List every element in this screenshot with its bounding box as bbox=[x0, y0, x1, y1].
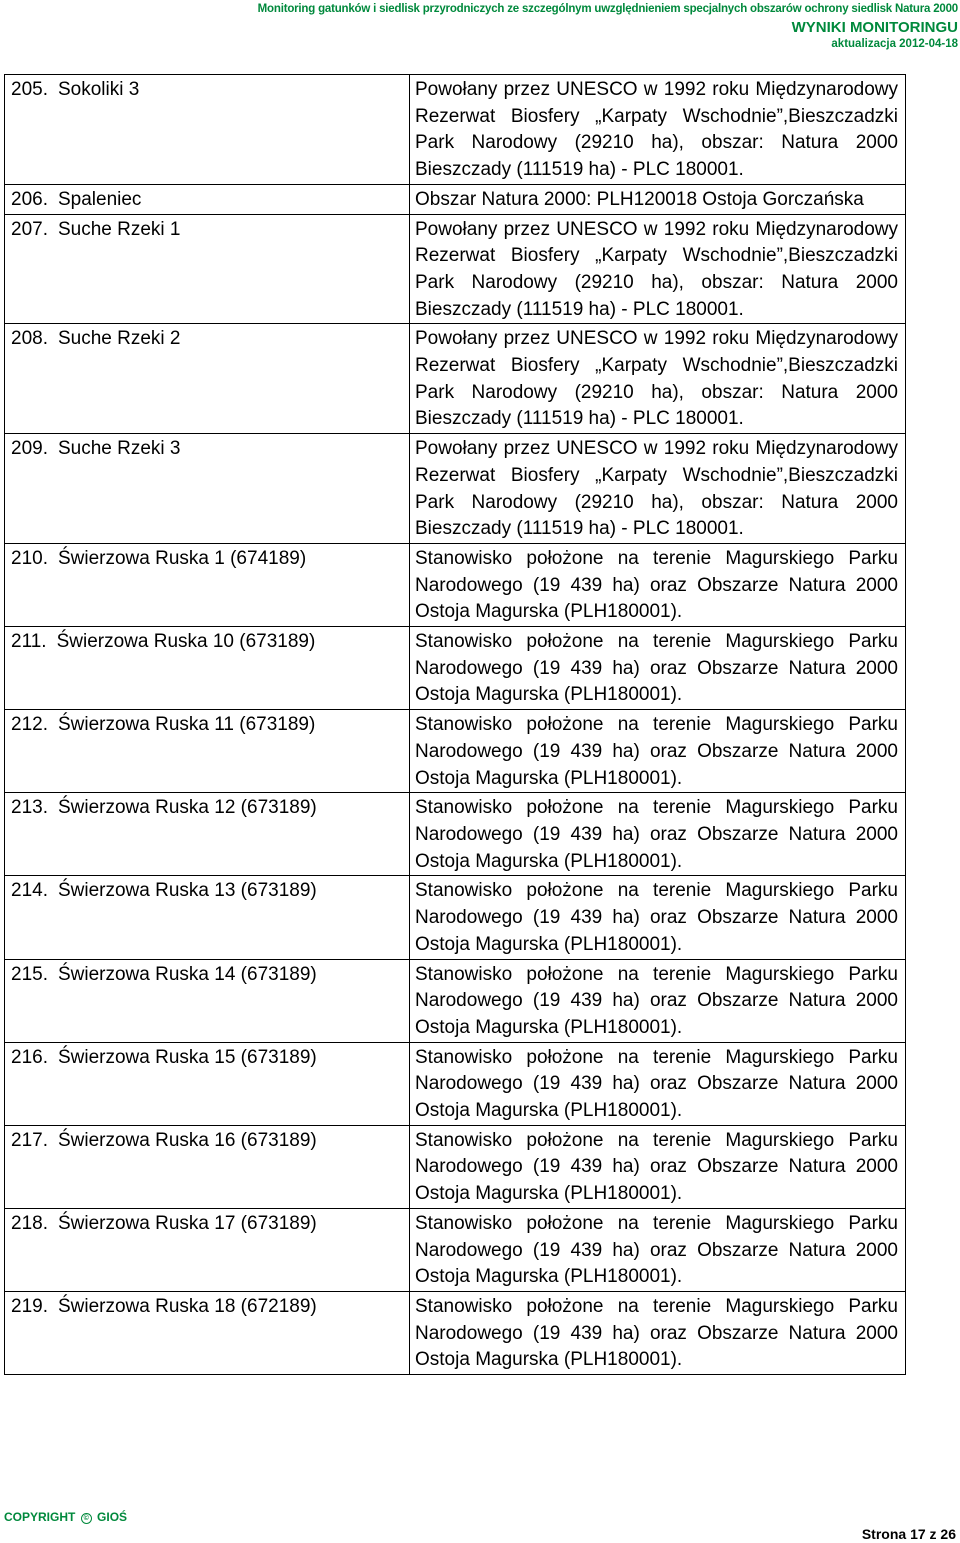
site-description: Stanowisko położone na terenie Magurskiego Parku Narodowego (19 439 ha) oraz Obszarze Natura 2000 Ostoja Magurska (PLH180001). bbox=[410, 1042, 906, 1125]
site-description: Stanowisko położone na terenie Magurskiego Parku Narodowego (19 439 ha) oraz Obszarze Natura 2000 Ostoja Magurska (PLH180001). bbox=[410, 710, 906, 793]
site-name: Sokoliki 3 bbox=[57, 79, 140, 100]
site-name: Suche Rzeki 1 bbox=[57, 218, 181, 240]
site-name-cell bbox=[5, 214, 410, 324]
site-number: 211. bbox=[11, 631, 47, 653]
table-row bbox=[5, 543, 906, 626]
site-number: 213. bbox=[11, 797, 48, 819]
site-name-cell bbox=[5, 543, 410, 626]
site-number: 210. bbox=[11, 547, 48, 569]
site-name-cell bbox=[5, 793, 410, 876]
site-description: Stanowisko położone na terenie Magurskiego Parku Narodowego (19 439 ha) oraz Obszarze Natura 2000 Ostoja Magurska (PLH180001). bbox=[410, 543, 906, 626]
site-name-cell bbox=[5, 1125, 410, 1208]
site-name: Świerzowa Ruska 16 (673189) bbox=[57, 1129, 317, 1151]
site-number: 219. bbox=[11, 1295, 48, 1317]
site-number: 216. bbox=[11, 1046, 48, 1068]
site-name-cell bbox=[5, 434, 410, 544]
header-subtitle: Monitoring gatunków i siedlisk przyrodniczych ze szczególnym uwzględnieniem specjalnych obszarów ochrony siedlisk Natura 2000 bbox=[257, 3, 958, 15]
site-name-cell bbox=[5, 75, 410, 185]
site-description: Obszar Natura 2000: PLH120018 Ostoja Gorczańska bbox=[410, 184, 906, 214]
site-number: 207. bbox=[11, 218, 48, 240]
site-name: Świerzowa Ruska 1 (674189) bbox=[57, 547, 307, 569]
site-name: Suche Rzeki 2 bbox=[57, 328, 181, 350]
site-name-cell bbox=[5, 184, 410, 214]
site-name-cell bbox=[5, 627, 410, 710]
table-row bbox=[5, 324, 906, 434]
table-row bbox=[5, 876, 906, 959]
site-description: Stanowisko położone na terenie Magurskiego Parku Narodowego (19 439 ha) oraz Obszarze Natura 2000 Ostoja Magurska (PLH180001). bbox=[410, 1291, 906, 1374]
table-row bbox=[5, 793, 906, 876]
copyright-notice bbox=[4, 1510, 127, 1524]
site-description: Stanowisko położone na terenie Magurskiego Parku Narodowego (19 439 ha) oraz Obszarze Natura 2000 Ostoja Magurska (PLH180001). bbox=[410, 1208, 906, 1291]
copyright-owner: GIOŚ bbox=[97, 1510, 128, 1524]
site-name: Świerzowa Ruska 17 (673189) bbox=[57, 1212, 317, 1234]
table-row bbox=[5, 627, 906, 710]
site-description: Stanowisko położone na terenie Magurskiego Parku Narodowego (19 439 ha) oraz Obszarze Natura 2000 Ostoja Magurska (PLH180001). bbox=[410, 1125, 906, 1208]
sites-table bbox=[4, 74, 906, 1375]
site-number: 217. bbox=[11, 1129, 48, 1151]
site-description: Powołany przez UNESCO w 1992 roku Międzynarodowy Rezerwat Biosfery „Karpaty Wschodnie”,Bieszczadzki Park Narodowy (29210 ha), obszar: Natura 2000 Bieszczady (111519 ha) - PLC 180001. bbox=[410, 214, 906, 324]
site-name-cell bbox=[5, 710, 410, 793]
site-number: 206. bbox=[11, 188, 48, 210]
table-row bbox=[5, 75, 906, 185]
site-name: Spaleniec bbox=[57, 188, 142, 210]
site-description: Stanowisko położone na terenie Magurskiego Parku Narodowego (19 439 ha) oraz Obszarze Natura 2000 Ostoja Magurska (PLH180001). bbox=[410, 876, 906, 959]
site-name-cell bbox=[5, 1291, 410, 1374]
site-name: Świerzowa Ruska 18 (672189) bbox=[57, 1295, 317, 1317]
header-update-date: aktualizacja 2012-04-18 bbox=[831, 37, 958, 50]
table-row bbox=[5, 1125, 906, 1208]
site-number: 209. bbox=[11, 438, 48, 460]
table-row bbox=[5, 1208, 906, 1291]
site-name: Świerzowa Ruska 11 (673189) bbox=[57, 714, 316, 736]
site-description: Powołany przez UNESCO w 1992 roku Międzynarodowy Rezerwat Biosfery „Karpaty Wschodnie”,Bieszczadzki Park Narodowy (29210 ha), obszar: Natura 2000 Bieszczady (111519 ha) - PLC 180001. bbox=[410, 324, 906, 434]
copyright-label: COPYRIGHT bbox=[4, 1510, 76, 1524]
site-name: Świerzowa Ruska 14 (673189) bbox=[57, 963, 317, 985]
table-row bbox=[5, 1291, 906, 1374]
table-row bbox=[5, 959, 906, 1042]
site-description: Powołany przez UNESCO w 1992 roku Międzynarodowy Rezerwat Biosfery „Karpaty Wschodnie”,Bieszczadzki Park Narodowy (29210 ha), obszar: Natura 2000 Bieszczady (111519 ha) - PLC 180001. bbox=[410, 434, 906, 544]
site-number: 208. bbox=[11, 328, 48, 350]
site-description: Stanowisko położone na terenie Magurskiego Parku Narodowego (19 439 ha) oraz Obszarze Natura 2000 Ostoja Magurska (PLH180001). bbox=[410, 793, 906, 876]
page-number: Strona 17 z 26 bbox=[861, 1526, 956, 1542]
table-row bbox=[5, 214, 906, 324]
site-name-cell bbox=[5, 959, 410, 1042]
site-number: 215. bbox=[11, 963, 48, 985]
table-row bbox=[5, 1042, 906, 1125]
site-name-cell bbox=[5, 1042, 410, 1125]
site-name: Świerzowa Ruska 13 (673189) bbox=[57, 880, 317, 902]
header-title: WYNIKI MONITORINGU bbox=[791, 18, 958, 36]
page-header bbox=[258, 0, 958, 50]
copyright-icon: © bbox=[81, 1513, 92, 1524]
site-number: 218. bbox=[11, 1212, 48, 1234]
site-name: Suche Rzeki 3 bbox=[57, 438, 181, 460]
site-name-cell bbox=[5, 1208, 410, 1291]
table-row bbox=[5, 710, 906, 793]
site-number: 214. bbox=[11, 880, 48, 902]
site-description: Stanowisko położone na terenie Magurskiego Parku Narodowego (19 439 ha) oraz Obszarze Natura 2000 Ostoja Magurska (PLH180001). bbox=[410, 627, 906, 710]
table-row bbox=[5, 184, 906, 214]
site-name-cell bbox=[5, 876, 410, 959]
sites-table-body bbox=[5, 75, 906, 1375]
site-description: Powołany przez UNESCO w 1992 roku Międzynarodowy Rezerwat Biosfery „Karpaty Wschodnie”,Bieszczadzki Park Narodowy (29210 ha), obszar: Natura 2000 Bieszczady (111519 ha) - PLC 180001. bbox=[410, 75, 906, 185]
site-description: Stanowisko położone na terenie Magurskiego Parku Narodowego (19 439 ha) oraz Obszarze Natura 2000 Ostoja Magurska (PLH180001). bbox=[410, 959, 906, 1042]
site-name: Świerzowa Ruska 12 (673189) bbox=[57, 797, 317, 819]
site-number: 212. bbox=[11, 714, 48, 736]
site-name: Świerzowa Ruska 10 (673189) bbox=[56, 631, 316, 653]
site-name: Świerzowa Ruska 15 (673189) bbox=[57, 1046, 317, 1068]
site-number: 205. bbox=[11, 79, 48, 100]
site-name-cell bbox=[5, 324, 410, 434]
table-row bbox=[5, 434, 906, 544]
